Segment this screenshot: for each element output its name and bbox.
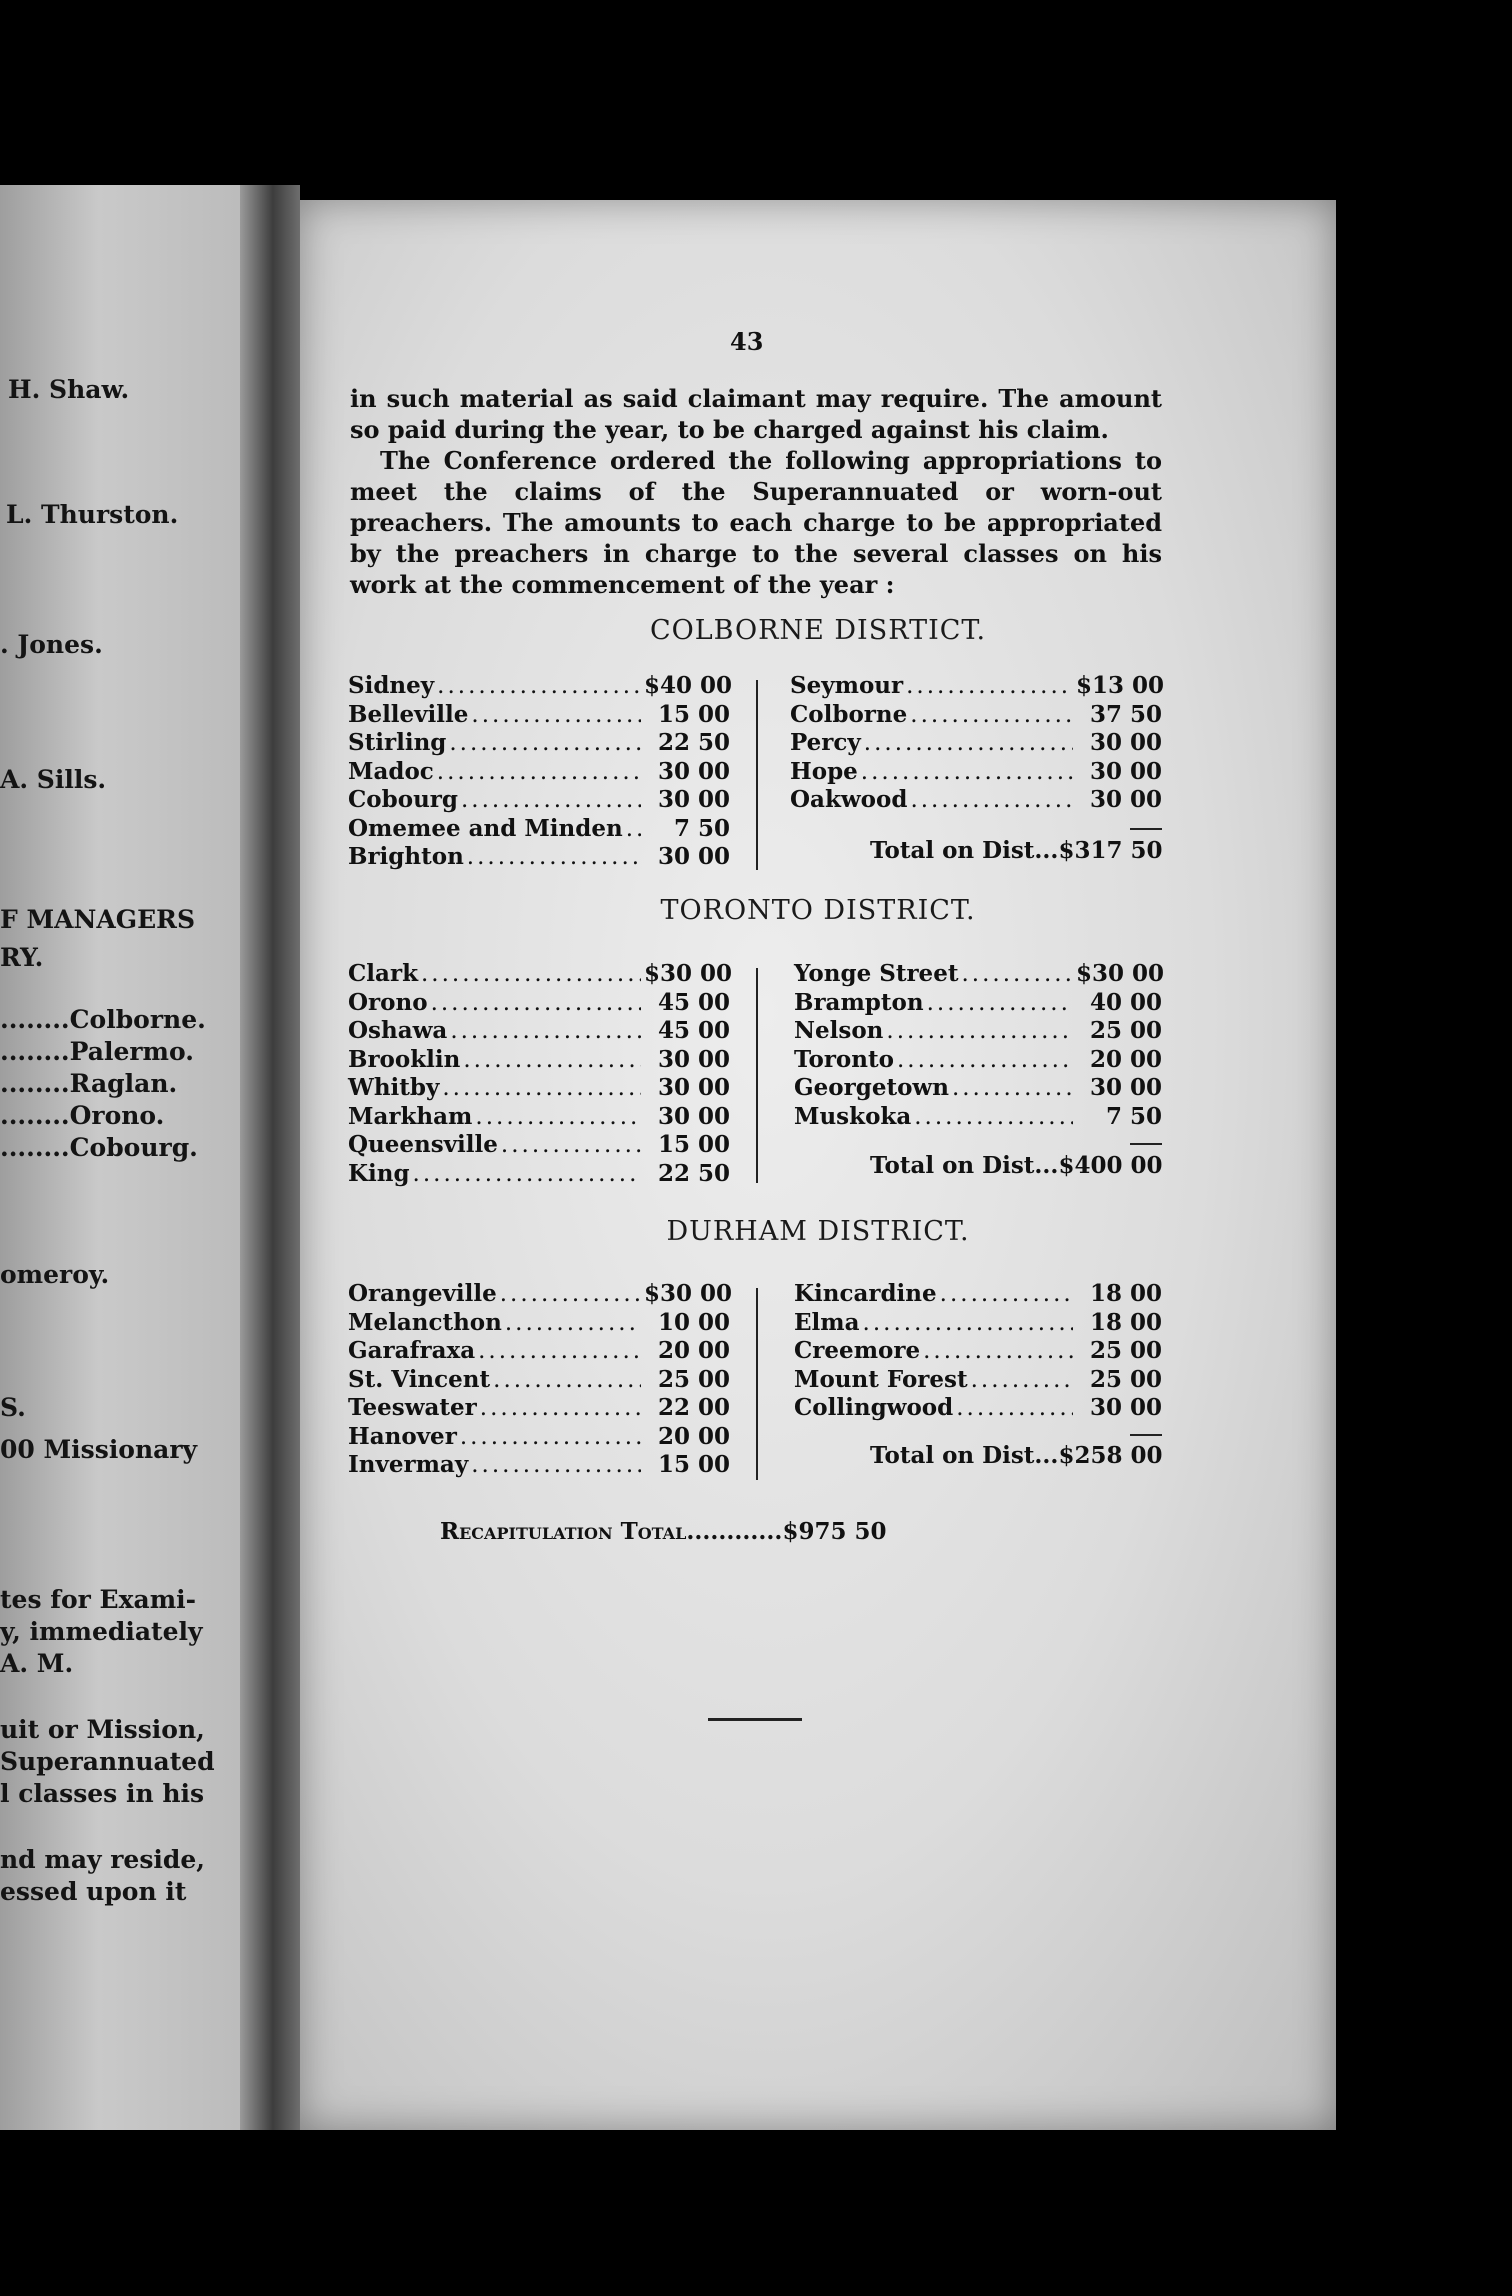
charge-amount: 30 00 (657, 1102, 730, 1130)
total-rule (1130, 1434, 1162, 1436)
intro-paragraph-2: The Conference ordered the following appropriations to meet the claims of the Superannuated or worn-out preachers. The amounts to each charge to be appropriated by the preachers in charge to the several classes on his work at the commencement of the year : (350, 446, 1162, 599)
charge-name: Oakwood (790, 786, 908, 813)
leader-dots (927, 990, 1073, 1018)
leader-dots (460, 1424, 641, 1452)
charge-name: Sidney (348, 672, 435, 699)
left-page-line: essed upon it (0, 1877, 187, 1906)
total-dots: ... (1034, 1442, 1059, 1469)
appropriation-row (348, 1394, 730, 1423)
charge-amount: 30 00 (1089, 757, 1162, 785)
appropriation-row (790, 786, 1162, 815)
appropriation-row (348, 1017, 730, 1046)
toronto-left-list (348, 960, 733, 1188)
left-page-line: S. (0, 1393, 26, 1422)
durham-left-list (348, 1280, 733, 1480)
appropriation-row (348, 989, 730, 1018)
appropriation-row (348, 1131, 730, 1160)
leader-dots (421, 961, 641, 989)
charge-amount: 25 00 (1089, 1337, 1162, 1364)
left-page-line: . Jones. (0, 630, 103, 659)
charge-name: Georgetown (794, 1074, 949, 1101)
charge-name: Belleville (348, 700, 469, 728)
left-page-line: l classes in his (0, 1779, 205, 1808)
total-label: Total on Dist (870, 837, 1035, 864)
leader-dots (500, 1281, 641, 1309)
appropriation-row (794, 1309, 1162, 1338)
appropriation-row (348, 1046, 730, 1075)
charge-name: Orono (348, 988, 428, 1016)
charge-amount: 30 00 (657, 843, 730, 870)
charge-amount: $13 00 (1076, 672, 1165, 699)
leader-dots (864, 730, 1073, 758)
left-page-line: y, immediately (0, 1617, 203, 1646)
appropriation-row (348, 701, 730, 730)
charge-amount: $30 00 (1076, 960, 1165, 987)
charge-name: Clark (348, 960, 418, 987)
column-divider (756, 1288, 758, 1480)
charge-amount: 25 00 (657, 1365, 730, 1393)
charge-name: Elma (794, 1308, 860, 1336)
left-page-line: A. M. (0, 1649, 74, 1678)
leader-dots (952, 1075, 1073, 1103)
charge-amount: 15 00 (657, 1451, 730, 1478)
charge-name: Colborne (790, 700, 908, 728)
charge-amount: 30 00 (1089, 729, 1162, 756)
charge-amount: 37 50 (1089, 700, 1162, 728)
charge-name: Creemore (794, 1337, 921, 1364)
charge-name: Kincardine (794, 1280, 937, 1307)
total-label: Total on Dist (870, 1152, 1035, 1179)
leader-dots (475, 1104, 641, 1132)
page-43 (300, 200, 1336, 2130)
appropriation-row (348, 1280, 733, 1309)
left-page-line: ........Cobourg. (0, 1133, 198, 1162)
charge-name: Brooklin (348, 1045, 461, 1073)
appropriation-row (794, 1280, 1162, 1309)
leader-dots (886, 1018, 1073, 1046)
charge-amount: 22 50 (657, 1159, 730, 1187)
charge-amount: 20 00 (1089, 1045, 1162, 1073)
appropriation-row (348, 672, 733, 701)
leader-dots (493, 1367, 641, 1395)
charge-amount: 30 00 (1089, 1394, 1162, 1421)
charge-name: Melancthon (348, 1308, 502, 1336)
district-title-toronto: TORONTO DISTRICT. (660, 895, 976, 926)
total-label: Total on Dist (870, 1442, 1035, 1469)
charge-amount: $30 00 (644, 1280, 733, 1307)
charge-amount: 30 00 (657, 786, 730, 813)
left-page-line: omeroy. (0, 1260, 110, 1289)
appropriation-row (790, 758, 1162, 787)
appropriation-row (794, 1337, 1162, 1366)
leader-dots (463, 1047, 641, 1075)
durham-total (870, 1442, 1162, 1469)
leader-dots (437, 673, 641, 701)
charge-name: Invermay (348, 1451, 469, 1478)
charge-amount: 10 00 (657, 1308, 730, 1336)
charge-amount: 25 00 (1089, 1365, 1162, 1393)
appropriation-row (348, 960, 733, 989)
appropriation-row (348, 758, 730, 787)
appropriation-row (348, 729, 730, 758)
charge-amount: 15 00 (657, 1131, 730, 1158)
charge-amount: 30 00 (1089, 786, 1162, 813)
column-divider (756, 680, 758, 870)
appropriation-row (348, 1423, 730, 1452)
page-number: 43 (730, 327, 764, 356)
total-amount: $317 50 (1058, 837, 1163, 864)
appropriation-row (794, 1366, 1162, 1395)
total-amount: $258 00 (1058, 1442, 1163, 1469)
charge-amount: 30 00 (657, 757, 730, 785)
total-amount: $400 00 (1058, 1152, 1163, 1179)
leader-dots (961, 961, 1073, 989)
charge-amount: 18 00 (1089, 1280, 1162, 1307)
leader-dots (626, 816, 641, 844)
leader-dots (461, 787, 641, 815)
left-page-line: A. Sills. (0, 765, 107, 794)
charge-name: Toronto (794, 1045, 894, 1073)
left-page-line: ........Palermo. (0, 1037, 194, 1066)
charge-amount: 30 00 (657, 1074, 730, 1101)
leader-dots (442, 1075, 641, 1103)
total-dots: ... (1034, 837, 1059, 864)
appropriation-row (348, 786, 730, 815)
leader-dots (480, 1395, 641, 1423)
charge-name: St. Vincent (348, 1365, 491, 1393)
leader-dots (906, 673, 1073, 701)
charge-name: Stirling (348, 729, 447, 756)
charge-amount: 30 00 (1089, 1074, 1162, 1101)
left-page-line: Superannuated (0, 1747, 215, 1776)
appropriation-row (348, 1103, 730, 1132)
charge-name: Teeswater (348, 1394, 477, 1421)
charge-name: Whitby (348, 1074, 440, 1101)
charge-amount: 7 50 (673, 814, 730, 842)
leader-dots (956, 1395, 1073, 1423)
total-rule (1130, 1143, 1162, 1145)
appropriation-row (348, 1160, 730, 1189)
charge-name: Garafraxa (348, 1337, 476, 1364)
appropriation-row (794, 1394, 1162, 1423)
charge-name: Nelson (794, 1017, 884, 1044)
total-dots: ... (1034, 1152, 1059, 1179)
charge-name: Orangeville (348, 1280, 497, 1307)
charge-amount: 20 00 (657, 1422, 730, 1450)
recap-dots: ............ (686, 1518, 783, 1545)
leader-dots (897, 1047, 1073, 1075)
appropriation-row (790, 729, 1162, 758)
appropriation-row (348, 1074, 730, 1103)
appropriation-row (348, 1366, 730, 1395)
durham-right-list (794, 1280, 1162, 1423)
left-page-line: F MANAGERS (0, 905, 196, 934)
charge-amount: 30 00 (657, 1045, 730, 1073)
charge-amount: 45 00 (657, 988, 730, 1016)
appropriation-row (790, 701, 1162, 730)
recapitulation-label: Recapitulation Total (440, 1518, 687, 1545)
leader-dots (923, 1338, 1073, 1366)
leader-dots (449, 730, 641, 758)
charge-amount: 20 00 (657, 1337, 730, 1364)
leader-dots (450, 1018, 641, 1046)
left-page-line: L. Thurston. (6, 500, 179, 529)
charge-amount: $30 00 (644, 960, 733, 987)
toronto-total (870, 1152, 1162, 1179)
charge-name: Madoc (348, 757, 434, 785)
charge-amount: 45 00 (657, 1017, 730, 1044)
charge-name: Omemee and Minden (348, 814, 623, 842)
leader-dots (914, 1104, 1073, 1132)
leader-dots (431, 990, 641, 1018)
appropriation-row (794, 960, 1165, 989)
closing-rule (708, 1718, 802, 1721)
left-page-line: ........Colborne. (0, 1005, 206, 1034)
charge-name: Brampton (794, 988, 924, 1016)
appropriation-row (794, 1103, 1162, 1132)
colborne-total (870, 837, 1162, 864)
left-page-line: ........Raglan. (0, 1069, 178, 1098)
appropriation-row (348, 815, 730, 844)
appropriation-row (790, 672, 1165, 701)
charge-amount: 15 00 (657, 700, 730, 728)
left-page-line: uit or Mission, (0, 1715, 205, 1744)
leader-dots (940, 1281, 1073, 1309)
leader-dots (478, 1338, 641, 1366)
charge-name: Markham (348, 1102, 473, 1130)
charge-name: Seymour (790, 672, 904, 699)
leader-dots (505, 1310, 641, 1338)
appropriation-row (348, 843, 730, 872)
toronto-right-list (794, 960, 1165, 1131)
charge-name: Muskoka (794, 1102, 912, 1130)
charge-name: Hanover (348, 1422, 457, 1450)
appropriation-row (794, 989, 1162, 1018)
recapitulation-amount: $975 50 (782, 1518, 887, 1545)
left-page-line: nd may reside, (0, 1845, 205, 1874)
charge-amount: 7 50 (1105, 1102, 1162, 1130)
leader-dots (910, 702, 1073, 730)
left-page-line: ........Orono. (0, 1101, 165, 1130)
charge-name: Mount Forest (794, 1365, 968, 1393)
district-title-colborne: COLBORNE DISRTICT. (649, 615, 987, 646)
leader-dots (971, 1367, 1073, 1395)
total-rule (1130, 828, 1162, 830)
charge-amount: 22 50 (657, 729, 730, 756)
leader-dots (413, 1161, 641, 1189)
charge-name: Hope (790, 757, 858, 785)
charge-name: Percy (790, 729, 861, 756)
colborne-left-list (348, 672, 733, 872)
leader-dots (467, 844, 641, 872)
leader-dots (501, 1132, 641, 1160)
charge-name: King (348, 1159, 410, 1187)
charge-amount: 22 00 (657, 1394, 730, 1421)
charge-name: Oshawa (348, 1017, 448, 1044)
left-page-line: H. Shaw. (8, 375, 130, 404)
district-title-durham: DURHAM DISTRICT. (666, 1216, 970, 1247)
appropriation-row (794, 1074, 1162, 1103)
appropriation-row (348, 1309, 730, 1338)
intro-paragraph-1: in such material as said claimant may require. The amount so paid during the year, to be charged against his claim. (350, 384, 1162, 444)
appropriation-row (794, 1046, 1162, 1075)
leader-dots (437, 759, 641, 787)
charge-name: Queensville (348, 1131, 498, 1158)
colborne-right-list (790, 672, 1165, 815)
appropriation-row (348, 1451, 730, 1480)
column-divider (756, 968, 758, 1183)
left-page-line: RY. (0, 943, 44, 972)
charge-amount: 25 00 (1089, 1017, 1162, 1044)
leader-dots (861, 759, 1073, 787)
charge-name: Cobourg (348, 786, 458, 813)
charge-amount: $40 00 (644, 672, 733, 699)
appropriation-row (794, 1017, 1162, 1046)
book-gutter (240, 185, 300, 2130)
charge-name: Brighton (348, 843, 464, 870)
left-page-line: 00 Missionary (0, 1435, 198, 1464)
intro-text (350, 383, 1162, 600)
charge-name: Collingwood (794, 1394, 954, 1421)
leader-dots (910, 787, 1073, 815)
leader-dots (471, 1452, 641, 1480)
charge-amount: 40 00 (1089, 988, 1162, 1016)
recapitulation-total (440, 1518, 886, 1545)
leader-dots (471, 702, 641, 730)
leader-dots (863, 1310, 1073, 1338)
charge-amount: 18 00 (1089, 1308, 1162, 1336)
appropriation-row (348, 1337, 730, 1366)
left-page-line: tes for Exami- (0, 1585, 197, 1614)
charge-name: Yonge Street (794, 960, 959, 987)
